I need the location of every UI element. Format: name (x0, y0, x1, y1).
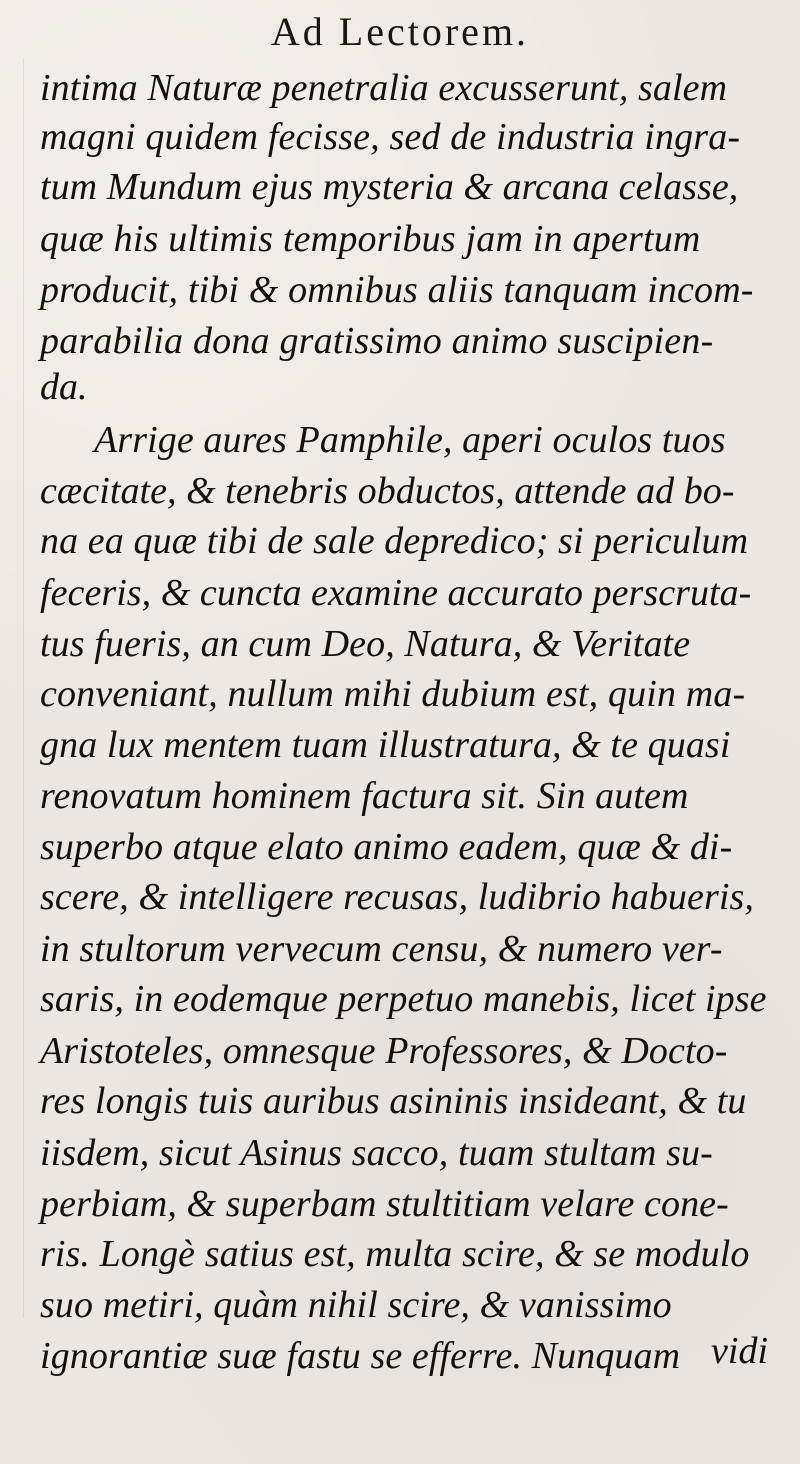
text-line: intima Naturæ penetralia excusserunt, salem (40, 67, 728, 109)
text-line: feceris, & cuncta examine accurato perscruta- (40, 572, 752, 614)
text-line: perbiam, & superbam stultitiam velare cone- (40, 1183, 729, 1225)
text-line: quæ his ultimis temporibus jam in apertum (40, 218, 701, 260)
text-line: tus fueris, an cum Deo, Natura, & Veritate (40, 623, 691, 665)
text-line: cæcitate, & tenebris obductos, attende ad bo- (40, 470, 735, 512)
text-line: iisdem, sicut Asinus sacco, tuam stultam su- (40, 1132, 713, 1174)
text-line: tum Mundum ejus mysteria & arcana celasse, (40, 166, 739, 208)
running-head: Ad Lectorem. (270, 9, 530, 54)
text-line: na ea quæ tibi de sale depredico; si periculum (40, 520, 749, 562)
text-line: ris. Longè satius est, multa scire, & se modulo (40, 1233, 750, 1275)
text-line: producit, tibi & omnibus aliis tanquam incom- (40, 269, 754, 311)
text-line: da. (40, 366, 88, 408)
text-line: superbo atque elato animo eadem, quæ & di- (40, 826, 733, 868)
text-line: Arrige aures Pamphile, aperi oculos tuos (94, 419, 726, 461)
text-line: conveniant, nullum mihi dubium est, quin ma- (40, 673, 746, 715)
text-line: parabilia dona gratissimo animo suscipien- (40, 320, 714, 362)
text-line: magni quidem fecisse, sed de industria ingra- (40, 116, 741, 158)
text-line: saris, in eodemque perpetuo manebis, licet ipse (40, 978, 767, 1020)
text-line: Aristoteles, omnesque Professores, & Docto- (40, 1030, 728, 1072)
text-line: suo metiri, quàm nihil scire, & vanissimo (40, 1284, 672, 1326)
text-line: renovatum hominem factura sit. Sin autem (40, 775, 689, 817)
text-line: scere, & intelligere recusas, ludibrio habueris, (40, 876, 755, 918)
text-line: gna lux mentem tuam illustratura, & te quasi (40, 724, 731, 766)
text-line: res longis tuis auribus asininis insideant, & tu (40, 1080, 747, 1122)
catchword: vidi (711, 1330, 768, 1372)
text-line: ignorantiæ suæ fastu se efferre. Nunquam (40, 1335, 681, 1377)
text-line: in stultorum vervecum censu, & numero ver- (40, 928, 723, 970)
